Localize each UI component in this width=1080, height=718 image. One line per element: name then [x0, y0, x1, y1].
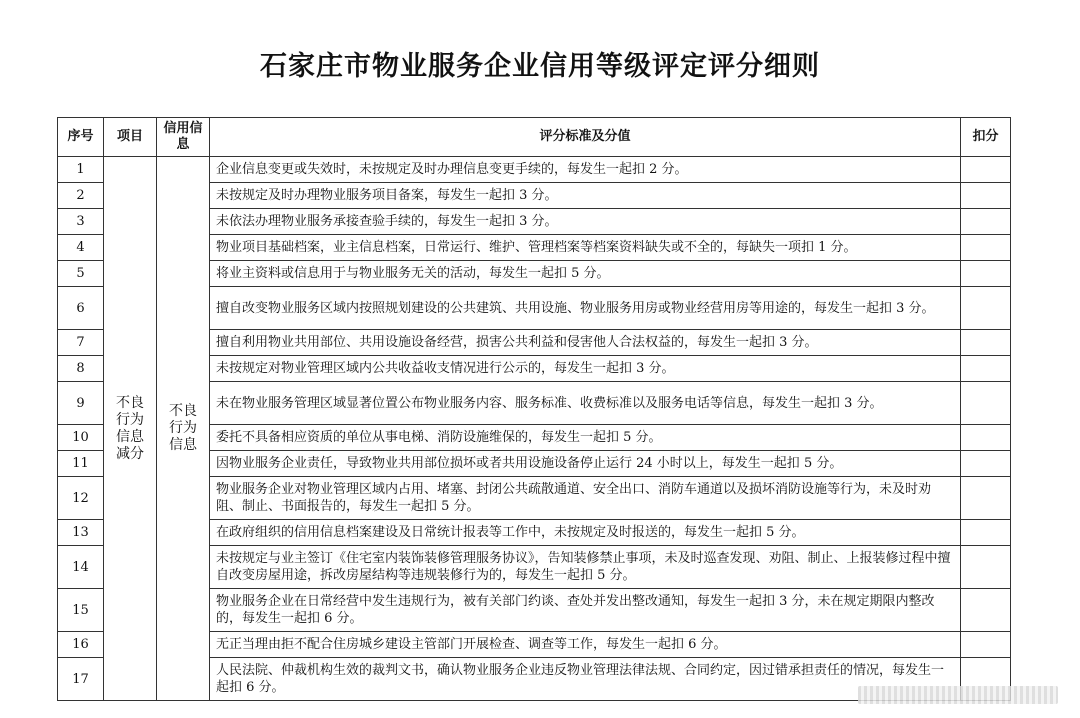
criteria-text: 擅自利用物业共用部位、共用设施设备经营，损害公共利益和侵害他人合法权益的，每发生一起扣 3 分。: [210, 330, 961, 356]
criteria-text: 未依法办理物业服务承接查验手续的，每发生一起扣 3 分。: [210, 209, 961, 235]
deduct-cell: [961, 451, 1011, 477]
deduct-cell: [961, 589, 1011, 632]
header-seq: 序号: [58, 118, 104, 157]
deduct-cell: [961, 287, 1011, 330]
row-number: 5: [58, 261, 104, 287]
deduct-cell: [961, 157, 1011, 183]
deduct-cell: [961, 632, 1011, 658]
deduct-cell: [961, 261, 1011, 287]
row-number: 1: [58, 157, 104, 183]
criteria-text: 因物业服务企业责任，导致物业共用部位损坏或者共用设施设备停止运行 24 小时以上，每发生一起扣 5 分。: [210, 451, 961, 477]
criteria-text: 无正当理由拒不配合住房城乡建设主管部门开展检查、调查等工作，每发生一起扣 6 分。: [210, 632, 961, 658]
criteria-text: 物业项目基础档案，业主信息档案，日常运行、维护、管理档案等档案资料缺失或不全的，每缺失一项扣 1 分。: [210, 235, 961, 261]
row-number: 9: [58, 382, 104, 425]
document-title: 石家庄市物业服务企业信用等级评定评分细则: [260, 51, 820, 82]
table-header-row: [58, 118, 1011, 157]
scoring-table: [57, 117, 1011, 701]
deduct-cell: [961, 209, 1011, 235]
criteria-text: 未按规定与业主签订《住宅室内装饰装修管理服务协议》，告知装修禁止事项，未及时巡查发现、劝阻、制止、上报装修过程中擅自改变房屋用途，拆改房屋结构等违规装修行为的，每发生一起扣 5 分。: [210, 546, 961, 589]
header-deduct: 扣分: [961, 118, 1011, 157]
row-number: 14: [58, 546, 104, 589]
deduct-cell: [961, 235, 1011, 261]
row-number: 4: [58, 235, 104, 261]
deduct-cell: [961, 546, 1011, 589]
item-cell: 不良行为信息减分: [104, 157, 157, 701]
row-number: 6: [58, 287, 104, 330]
deduct-cell: [961, 183, 1011, 209]
criteria-text: 企业信息变更或失效时，未按规定及时办理信息变更手续的，每发生一起扣 2 分。: [210, 157, 961, 183]
criteria-text: 人民法院、仲裁机构生效的裁判文书，确认物业服务企业违反物业管理法律法规、合同约定，因过错承担责任的情况，每发生一起扣 6 分。: [210, 658, 961, 701]
deduct-cell: [961, 330, 1011, 356]
row-number: 8: [58, 356, 104, 382]
row-number: 7: [58, 330, 104, 356]
criteria-text: 物业服务企业对物业管理区域内占用、堵塞、封闭公共疏散通道、安全出口、消防车通道以及损坏消防设施等行为，未及时劝阻、制止、书面报告的，每发生一起扣 5 分。: [210, 477, 961, 520]
table-row: [58, 157, 1011, 183]
row-number: 11: [58, 451, 104, 477]
criteria-text: 委托不具备相应资质的单位从事电梯、消防设施维保的，每发生一起扣 5 分。: [210, 425, 961, 451]
deduct-cell: [961, 382, 1011, 425]
header-item: 项目: [104, 118, 157, 157]
row-number: 10: [58, 425, 104, 451]
header-credit-info: 信用信息: [157, 118, 210, 157]
row-number: 17: [58, 658, 104, 701]
deduct-cell: [961, 520, 1011, 546]
criteria-text: 物业服务企业在日常经营中发生违规行为，被有关部门约谈、查处并发出整改通知，每发生一起扣 3 分，未在规定期限内整改的，每发生一起扣 6 分。: [210, 589, 961, 632]
criteria-text: 将业主资料或信息用于与物业服务无关的活动，每发生一起扣 5 分。: [210, 261, 961, 287]
row-number: 3: [58, 209, 104, 235]
row-number: 15: [58, 589, 104, 632]
criteria-text: 未按规定及时办理物业服务项目备案，每发生一起扣 3 分。: [210, 183, 961, 209]
criteria-text: 未按规定对物业管理区域内公共收益收支情况进行公示的，每发生一起扣 3 分。: [210, 356, 961, 382]
credit-info-cell: 不良行为信息: [157, 157, 210, 701]
criteria-text: 未在物业服务管理区域显著位置公布物业服务内容、服务标准、收费标准以及服务电话等信息，每发生一起扣 3 分。: [210, 382, 961, 425]
row-number: 12: [58, 477, 104, 520]
deduct-cell: [961, 477, 1011, 520]
criteria-text: 擅自改变物业服务区域内按照规划建设的公共建筑、共用设施、物业服务用房或物业经营用房等用途的，每发生一起扣 3 分。: [210, 287, 961, 330]
row-number: 16: [58, 632, 104, 658]
deduct-cell: [961, 356, 1011, 382]
watermark: [858, 686, 1058, 704]
deduct-cell: [961, 425, 1011, 451]
row-number: 2: [58, 183, 104, 209]
row-number: 13: [58, 520, 104, 546]
criteria-text: 在政府组织的信用信息档案建设及日常统计报表等工作中，未按规定及时报送的，每发生一起扣 5 分。: [210, 520, 961, 546]
header-criteria: 评分标准及分值: [210, 118, 961, 157]
